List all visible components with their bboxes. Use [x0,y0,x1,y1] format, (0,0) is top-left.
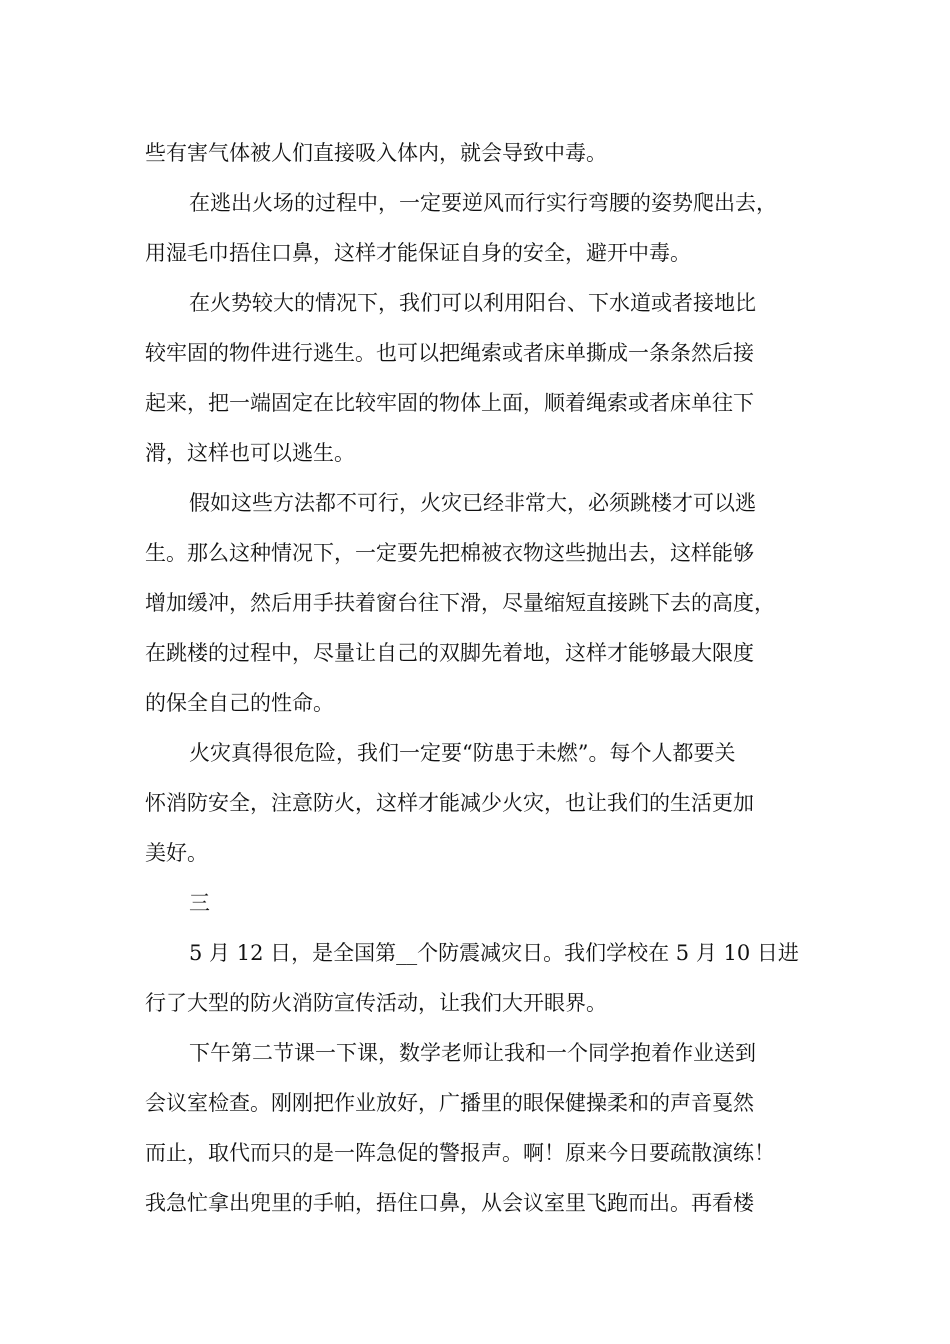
text-line: 行了大型的防火消防宣传活动，让我们大开眼界。 [145,991,607,1015]
text-line: 会议室检查。刚刚把作业放好，广播里的眼保健操柔和的声音戛然 [145,1091,754,1115]
body-text [145,128,813,1228]
text-line: 我急忙拿出兜里的手帕，捂住口鼻，从会议室里飞跑而出。再看楼 [145,1191,754,1215]
paragraph-first-line: 假如这些方法都不可行，火灾已经非常大，必须跳楼才可以逃 [189,491,756,515]
paragraph-first-line: 下午第二节课一下课，数学老师让我和一个同学抱着作业送到 [189,1041,756,1065]
text-line: 的保全自己的性命。 [145,691,334,715]
paragraph-first-line: 在逃出火场的过程中，一定要逆风而行实行弯腰的姿势爬出去， [189,191,777,215]
text-line: 些有害气体被人们直接吸入体内，就会导致中毒。 [145,141,607,165]
paragraph-first-line: 5 月 12 日，是全国第__个防震减灾日。我们学校在 5 月 10 日进 [189,941,799,965]
text-line: 美好。 [145,841,208,865]
text-line: 生。那么这种情况下，一定要先把棉被衣物这些抛出去，这样能够 [145,541,754,565]
paragraph-first-line: 火灾真得很危险，我们一定要“防患于未燃”。每个人都要关 [189,741,736,765]
text-line: 较牢固的物件进行逃生。也可以把绳索或者床单撕成一条条然后接 [145,341,754,365]
paragraph-first-line: 在火势较大的情况下，我们可以利用阳台、下水道或者接地比 [189,291,756,315]
text-line: 怀消防安全，注意防火，这样才能减少火灾，也让我们的生活更加 [145,791,754,815]
text-line: 滑，这样也可以逃生。 [145,441,355,465]
text-line: 增加缓冲，然后用手扶着窗台往下滑，尽量缩短直接跳下去的高度， [145,591,775,615]
text-line: 在跳楼的过程中，尽量让自己的双脚先着地，这样才能够最大限度 [145,641,754,665]
text-line: 用湿毛巾捂住口鼻，这样才能保证自身的安全，避开中毒。 [145,241,691,265]
text-line: 起来，把一端固定在比较牢固的物体上面，顺着绳索或者床单往下 [145,391,754,415]
section-heading: 三 [189,891,210,915]
text-line: 而止，取代而只的是一阵急促的警报声。啊！原来今日要疏散演练！ [145,1141,775,1165]
